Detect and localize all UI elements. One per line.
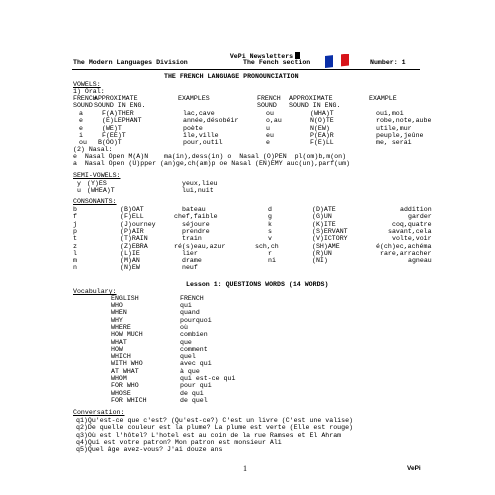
french-word: qui: [180, 302, 192, 309]
newsletter-title: VePi Newsletters: [214, 45, 300, 68]
conversation-line: q3)Où est l'hôtel? L'hotel est au coin de la rue Ramses et El Ahram: [76, 431, 342, 439]
example-cell: neuf: [182, 264, 198, 272]
pronunciation-header-cell: EXAMPLES: [178, 95, 210, 102]
vocabulary-label: Vocabulary:: [73, 288, 117, 295]
english-word: WHY: [111, 316, 123, 324]
oral-label: 1) Oral:: [73, 88, 105, 95]
example-cell: train: [182, 235, 202, 243]
pronunciation-header-cell: SOUND IN ENG.: [289, 102, 341, 110]
approx-sound-cell: N(EW): [310, 124, 330, 132]
consonant-sound-cell: sch,ch: [255, 242, 279, 250]
example-cell: chef,faible: [174, 213, 218, 221]
french-sound-cell: a: [79, 110, 83, 117]
consonant-sound-cell: s: [268, 227, 272, 235]
example-cell: lui,nuit: [182, 187, 214, 195]
english-word: FOR WHICH: [111, 396, 147, 404]
approx-sound-cell: N(O)TE: [310, 117, 334, 125]
approx-sound-cell: F(A)THER: [102, 110, 134, 117]
french-sound-cell: ou: [266, 110, 274, 117]
approx-sound-cell: (Y)ES: [87, 180, 107, 187]
nasal-label: (2) Nasal:: [73, 146, 113, 153]
consonants-label: CONSONANTS:: [73, 198, 117, 205]
vocab-header-english: ENGLISH: [111, 295, 139, 302]
approx-sound-cell: (WE)T: [102, 124, 122, 132]
consonant-sound-cell: f: [73, 213, 77, 221]
example-cell: addition: [400, 206, 432, 213]
consonant-sound-cell: d: [268, 206, 272, 213]
nasal-row: e Nasal Open M(A)N ma(in),dess(in) o Nasal (O)PEN pl(om)b,m(on): [73, 153, 347, 160]
example-cell: poète: [183, 124, 203, 132]
consonant-sound-cell: m: [73, 257, 77, 265]
example-cell: bateau: [182, 206, 206, 213]
section-name: The Fench section: [243, 59, 311, 66]
french-word: de qui: [180, 389, 204, 397]
header-divider: [72, 69, 420, 70]
example-cell: année,désobéir: [183, 117, 239, 125]
french-sound-cell: o,au: [266, 117, 282, 125]
pronunciation-header-cell: FRENCH: [257, 95, 281, 102]
example-cell: volte,voir: [392, 235, 432, 243]
conversation-line: q1)Qu'est-ce que c'est? (Qu'est-ce?) C'est un livre (C'est une valise): [76, 417, 353, 424]
example-cell: yeux,lieu: [182, 180, 218, 187]
approx-sound-cell: (G)UN: [312, 213, 332, 221]
example-cell: lac,cave: [183, 110, 215, 117]
french-word: combien: [180, 331, 208, 339]
french-sound-cell: e: [79, 124, 83, 132]
french-word: pour qui: [180, 382, 212, 390]
pronunciation-header-cell: SOUND IN ENG.: [94, 102, 146, 110]
french-sound-cell: ou: [79, 139, 87, 147]
french-word: comment: [180, 345, 208, 353]
approx-sound-cell: (M)AN: [120, 257, 140, 265]
page-number: 1: [243, 464, 247, 473]
approx-sound-cell: (V)ICTORY: [312, 235, 348, 243]
approx-sound-cell: (N)EW: [120, 264, 140, 272]
example-cell: coq,quatre: [392, 220, 432, 228]
french-word: à que: [180, 367, 200, 375]
consonant-sound-cell: t: [73, 235, 77, 243]
consonant-sound-cell: z: [73, 242, 77, 250]
approx-sound-cell: (S)ERVANT: [312, 227, 348, 235]
example-cell: é(ch)ec,achéma: [376, 242, 432, 250]
footer-brand: VePi: [407, 465, 421, 472]
example-cell: prendre: [182, 227, 210, 235]
approx-sound-cell: (Z)EBRA: [120, 242, 148, 250]
semivowels-label: SEMI-VOWELS:: [73, 172, 121, 179]
example-cell: utile,mur: [376, 124, 412, 132]
pronunciation-header-cell: EXAMPLE: [369, 95, 397, 102]
example-cell: ré(s)eau,azur: [174, 242, 226, 250]
approx-sound-cell: (P)AIR: [120, 227, 144, 235]
consonant-sound-cell: ni: [268, 257, 276, 265]
approx-sound-cell: (WHA)T: [310, 110, 334, 117]
french-sound-cell: e: [79, 117, 83, 125]
pronunciation-header-cell: FRENCH: [73, 95, 97, 102]
example-cell: me, serai: [376, 139, 412, 147]
approx-sound-cell: (R)UN: [312, 249, 332, 257]
approx-sound-cell: P(EA)R: [310, 131, 334, 139]
english-word: HOW: [111, 345, 123, 353]
approx-sound-cell: (K)ITE: [312, 220, 336, 228]
approx-sound-cell: (J)ourney: [120, 220, 156, 228]
english-word: WHAT: [111, 338, 127, 346]
approx-sound-cell: F(EE)T: [102, 131, 126, 139]
english-word: AT WHAT: [111, 367, 139, 375]
english-word: WHOSE: [111, 389, 131, 397]
vocab-header-french: FRENCH: [180, 295, 204, 302]
vowels-label: VOWELS:: [73, 81, 101, 88]
example-cell: garder: [408, 213, 432, 221]
consonant-sound-cell: v: [268, 235, 272, 243]
consonant-sound-cell: j: [73, 220, 77, 228]
example-cell: oui,moi: [376, 110, 404, 117]
approx-sound-cell: (WHEA)T: [87, 187, 115, 195]
approx-sound-cell: (F)ELL: [120, 213, 144, 221]
french-sound-cell: u: [266, 124, 270, 132]
pronunciation-header-cell: APPROXIMATE: [289, 95, 333, 102]
french-word: de quel: [180, 396, 208, 404]
conversation-label: Conversation:: [73, 409, 125, 416]
approx-sound-cell: B(OO)T: [98, 139, 122, 147]
example-cell: agneau: [408, 257, 432, 265]
approx-sound-cell: (SH)AME: [312, 242, 340, 250]
approx-sound-cell: (D)ATE: [312, 206, 336, 213]
example-cell: savant,cela: [388, 227, 432, 235]
consonant-sound-cell: n: [73, 264, 77, 272]
french-word: qui est-ce qui: [180, 375, 236, 382]
english-word: HOW MUCH: [111, 331, 143, 339]
consonant-sound-cell: p: [73, 227, 77, 235]
issue-number: Number: 1: [370, 59, 406, 66]
french-flag-icon: [325, 54, 349, 70]
pronunciation-heading: THE FRENCH LANGUAGE PRONOUNCIATION: [164, 73, 299, 80]
french-word: pourquoi: [180, 316, 212, 324]
pronunciation-header-cell: SOUND: [73, 102, 93, 110]
pronunciation-header-cell: SOUND: [257, 102, 277, 110]
example-cell: drame: [182, 257, 202, 265]
example-cell: robe,note,aube: [376, 117, 432, 125]
french-word: que: [180, 338, 192, 346]
english-word: WHERE: [111, 323, 131, 331]
english-word: WHEN: [111, 309, 127, 317]
consonant-sound-cell: k: [268, 220, 272, 228]
pronunciation-header-cell: APPROXIMATE: [94, 95, 138, 102]
example-cell: pour,outil: [183, 139, 223, 147]
conversation-line: q2)De quelle couleur est la plume? La plume est verte (Elle est rouge): [76, 424, 353, 432]
french-sound-cell: e: [266, 139, 270, 147]
approx-sound-cell: (L)IE: [120, 249, 140, 257]
english-word: WITH WHO: [111, 360, 143, 368]
example-cell: lier: [182, 249, 198, 257]
conversation-line: q5)Quel âge avez-vous? J'ai douze ans: [76, 446, 223, 454]
example-cell: île,ville: [183, 131, 219, 139]
example-cell: rare,arracher: [380, 249, 432, 257]
example-cell: séjoure: [182, 220, 210, 228]
approx-sound-cell: (E)LEPHANT: [102, 117, 142, 125]
semivowel-sound-cell: y: [77, 180, 81, 187]
french-word: où: [180, 323, 188, 331]
approx-sound-cell: F(E)LL: [310, 139, 334, 147]
lesson-heading: Lesson 1: QUESTIONS WORDS (14 WORDS): [186, 281, 329, 288]
consonant-sound-cell: l: [73, 249, 77, 257]
division-name: The Modern Languages Division: [73, 59, 188, 66]
semivowel-sound-cell: u: [77, 187, 81, 195]
english-word: WHOM: [111, 375, 127, 382]
approx-sound-cell: (B)OAT: [120, 206, 144, 213]
consonant-sound-cell: g: [268, 213, 272, 221]
french-word: avec qui: [180, 360, 212, 368]
english-word: FOR WHO: [111, 382, 139, 390]
example-cell: peuple,jeûne: [376, 131, 424, 139]
consonant-sound-cell: b: [73, 206, 77, 213]
consonant-sound-cell: r: [268, 249, 272, 257]
french-word: quand: [180, 309, 200, 317]
conversation-line: q4)Qui est votre patron? Mon patron est monsieur Ali: [76, 438, 282, 446]
english-word: WHICH: [111, 353, 131, 361]
french-sound-cell: eu: [266, 131, 274, 139]
french-sound-cell: i: [79, 131, 83, 139]
approx-sound-cell: (T)RAIN: [120, 235, 148, 243]
nasal-row: a Nasal Open (U)pper (an)ge,ch(am)p oe Nasal (EN)EMY auc(un),parf(um): [73, 160, 350, 167]
english-word: WHO: [111, 302, 123, 309]
french-word: quel: [180, 353, 196, 361]
approx-sound-cell: (NI): [312, 257, 328, 265]
